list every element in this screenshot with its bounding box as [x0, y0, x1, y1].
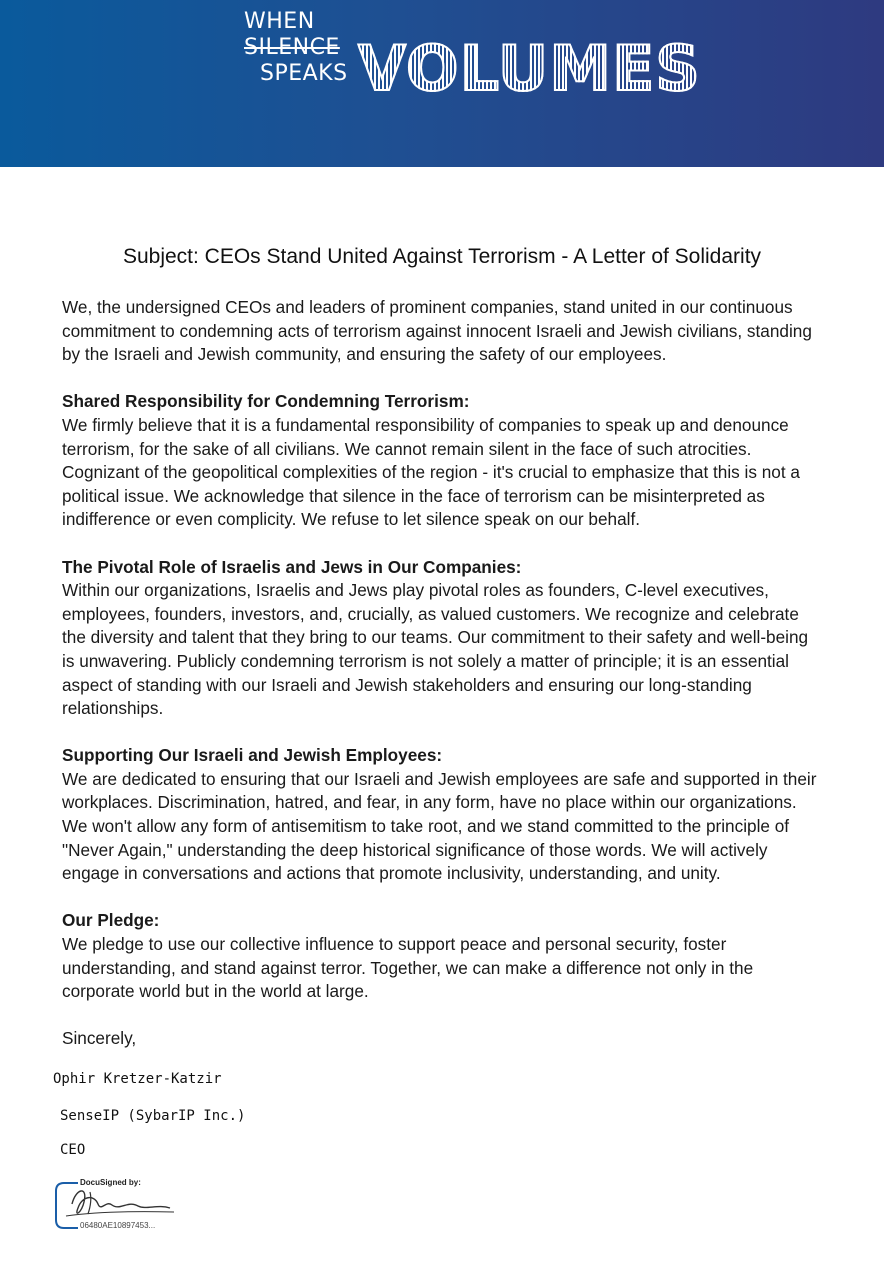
section-heading: Supporting Our Israeli and Jewish Employees: — [62, 745, 443, 766]
logo-word-volumes: VOLUMES — [358, 32, 701, 105]
section-paragraph: Within our organizations, Israelis and Jews play pivotal roles as founders, C-level executives, employees, founders, investors, and, crucially, as valued customers. We recognize and celebrate the diversity and talent that they bring to our teams. Our commitment to their safety and well-being is unwavering. Publicly condemning terrorism is not solely a matter of principle; it is an essential aspect of standing with our Israeli and Jewish stakeholders and ensuring our long-standing relationships. — [62, 580, 809, 719]
closing-line: Sincerely, — [62, 1028, 137, 1049]
section-heading: The Pivotal Role of Israelis and Jews in Our Companies: — [62, 556, 522, 577]
section-paragraph: We pledge to use our collective influence to support peace and personal security, foster understanding, and stand against terror. Together, we can make a difference not only in the corporate world but in the world at large. — [62, 934, 754, 1002]
signer-company: SenseIP (SybarIP Inc.) — [60, 1108, 246, 1124]
logo-word-when: WHEN — [244, 9, 315, 34]
signer-title: CEO — [60, 1142, 86, 1158]
section-paragraph: We are dedicated to ensuring that our Israeli and Jewish employees are safe and supported in their workplaces. Discrimination, hatred, and fear, in any form, have no place within our organizations. We won't allow any form of antisemitism to take root, and we stand committed to the principle of "Never Again," understanding the deep historical significance of those words. We will actively engage in conversations and actions that promote inclusivity, understanding, and unity. — [62, 768, 817, 884]
section-paragraph: We firmly believe that it is a fundamental responsibility of companies to speak up and denounce terrorism, for the sake of all civilians. We cannot remain silent in the face of such atrocities. Cognizant of the geopolitical complexities of the region - it's crucial to emphasize that this is not a political issue. We acknowledge that silence in the face of terrorism can be misinterpreted as indifference or even complicity. We refuse to let silence speak on our behalf. — [62, 414, 800, 530]
header-banner — [0, 0, 884, 167]
signer-name: Ophir Kretzer-Katzir — [53, 1071, 222, 1087]
logo-word-speaks: SPEAKS — [260, 61, 348, 86]
intro-paragraph: We, the undersigned CEOs and leaders of prominent companies, stand united in our continuous commitment to condemning acts of terrorism against innocent Israeli and Jewish civilians, standing by the Israeli and Jewish community, and ensuring the safety of our employees. — [62, 297, 812, 365]
section-heading: Our Pledge: — [62, 910, 160, 931]
docusign-label: DocuSigned by: — [80, 1178, 141, 1187]
section-heading: Shared Responsibility for Condemning Terrorism: — [62, 391, 470, 412]
docusign-envelope-id: 06480AE10897453... — [80, 1221, 156, 1230]
letter-subject: Subject: CEOs Stand United Against Terrorism - A Letter of Solidarity — [122, 245, 762, 268]
letter-body — [62, 296, 822, 1051]
docusign-stamp — [54, 1178, 184, 1234]
logo-word-silence: SILENCE — [244, 35, 340, 60]
